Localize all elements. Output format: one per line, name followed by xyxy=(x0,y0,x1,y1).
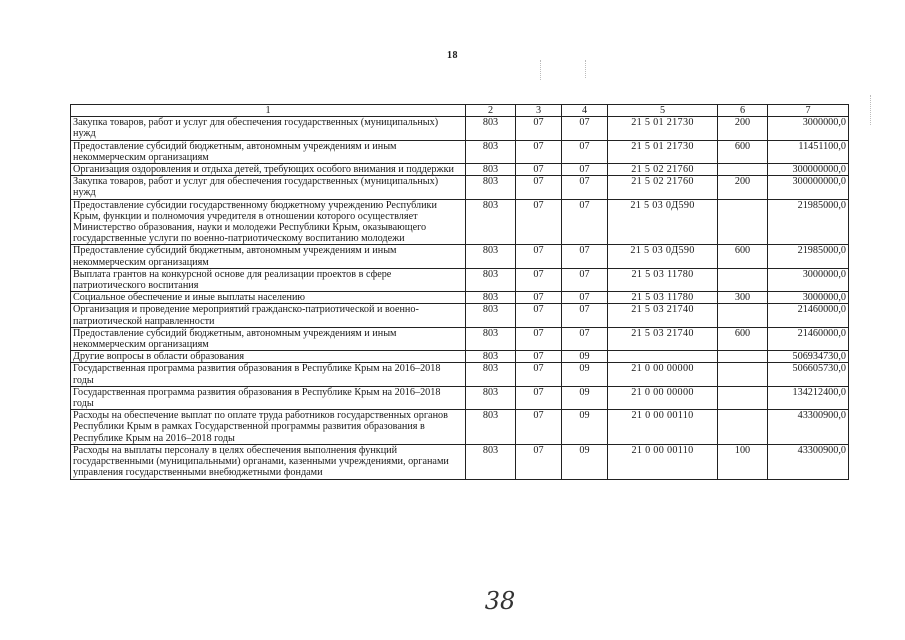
row-name-cell: Другие вопросы в области образования xyxy=(71,351,466,363)
amount-cell: 3000000,0 xyxy=(768,268,849,291)
ministry-code-cell: 803 xyxy=(466,199,516,245)
subsection-code-cell: 07 xyxy=(562,268,608,291)
table-row xyxy=(71,268,849,291)
amount-cell: 3000000,0 xyxy=(768,117,849,140)
target-article-cell: 21 5 01 21730 xyxy=(608,140,718,163)
ministry-code-cell: 803 xyxy=(466,363,516,386)
section-code-cell: 07 xyxy=(516,410,562,445)
subsection-code-cell: 09 xyxy=(562,363,608,386)
amount-cell: 21460000,0 xyxy=(768,327,849,350)
subsection-code-cell: 07 xyxy=(562,117,608,140)
expense-type-cell: 300 xyxy=(718,292,768,304)
ministry-code-cell: 803 xyxy=(466,327,516,350)
amount-cell: 506605730,0 xyxy=(768,363,849,386)
expense-type-cell: 600 xyxy=(718,327,768,350)
row-name-cell: Организация оздоровления и отдыха детей, требующих особого внимания и поддержки xyxy=(71,164,466,176)
expense-type-cell: 600 xyxy=(718,140,768,163)
table-row xyxy=(71,363,849,386)
table-row xyxy=(71,444,849,479)
page-number: 18 xyxy=(447,50,458,61)
ministry-code-cell: 803 xyxy=(466,410,516,445)
section-code-cell: 07 xyxy=(516,327,562,350)
amount-cell: 11451100,0 xyxy=(768,140,849,163)
section-code-cell: 07 xyxy=(516,363,562,386)
column-header: 3 xyxy=(516,105,562,117)
section-code-cell: 07 xyxy=(516,304,562,327)
ministry-code-cell: 803 xyxy=(466,176,516,199)
subsection-code-cell: 07 xyxy=(562,199,608,245)
section-code-cell: 07 xyxy=(516,444,562,479)
row-name-cell: Организация и проведение мероприятий гражданско-патриотической и военно-патриотической направленности xyxy=(71,304,466,327)
subsection-code-cell: 07 xyxy=(562,327,608,350)
row-name-cell: Государственная программа развития образования в Республике Крым на 2016–2018 годы xyxy=(71,363,466,386)
ministry-code-cell: 803 xyxy=(466,268,516,291)
ministry-code-cell: 803 xyxy=(466,164,516,176)
section-code-cell: 07 xyxy=(516,351,562,363)
table-row xyxy=(71,245,849,268)
table-row xyxy=(71,140,849,163)
subsection-code-cell: 07 xyxy=(562,304,608,327)
target-article-cell: 21 5 03 11780 xyxy=(608,268,718,291)
amount-cell: 300000000,0 xyxy=(768,164,849,176)
expense-type-cell xyxy=(718,351,768,363)
subsection-code-cell: 09 xyxy=(562,444,608,479)
row-name-cell: Расходы на обеспечение выплат по оплате труда работников государственных органов Республики Крым в рамках Государственной программы развития образования в Республике Крым на 2016–2018 годы xyxy=(71,410,466,445)
row-name-cell: Закупка товаров, работ и услуг для обеспечения государственных (муниципальных) нужд xyxy=(71,117,466,140)
expense-type-cell xyxy=(718,410,768,445)
ministry-code-cell: 803 xyxy=(466,351,516,363)
target-article-cell: 21 5 03 0Д590 xyxy=(608,245,718,268)
subsection-code-cell: 09 xyxy=(562,386,608,409)
table-row xyxy=(71,117,849,140)
target-article-cell: 21 5 02 21760 xyxy=(608,176,718,199)
table-row xyxy=(71,386,849,409)
expense-type-cell: 200 xyxy=(718,117,768,140)
column-header: 1 xyxy=(71,105,466,117)
amount-cell: 3000000,0 xyxy=(768,292,849,304)
subsection-code-cell: 09 xyxy=(562,351,608,363)
column-header: 2 xyxy=(466,105,516,117)
scan-artifact xyxy=(585,60,586,78)
target-article-cell: 21 5 03 11780 xyxy=(608,292,718,304)
row-name-cell: Выплата грантов на конкурсной основе для реализации проектов в сфере патриотического воспитания xyxy=(71,268,466,291)
row-name-cell: Предоставление субсидий бюджетным, автономным учреждениям и иным некоммерческим организациям xyxy=(71,245,466,268)
amount-cell: 21985000,0 xyxy=(768,199,849,245)
section-code-cell: 07 xyxy=(516,117,562,140)
target-article-cell: 21 5 02 21760 xyxy=(608,164,718,176)
amount-cell: 506934730,0 xyxy=(768,351,849,363)
column-header: 4 xyxy=(562,105,608,117)
target-article-cell: 21 0 00 00000 xyxy=(608,363,718,386)
row-name-cell: Предоставление субсидий бюджетным, автономным учреждениям и иным некоммерческим организациям xyxy=(71,327,466,350)
ministry-code-cell: 803 xyxy=(466,245,516,268)
subsection-code-cell: 09 xyxy=(562,410,608,445)
expense-type-cell xyxy=(718,386,768,409)
amount-cell: 43300900,0 xyxy=(768,444,849,479)
section-code-cell: 07 xyxy=(516,245,562,268)
target-article-cell: 21 0 00 00110 xyxy=(608,410,718,445)
section-code-cell: 07 xyxy=(516,164,562,176)
target-article-cell: 21 5 03 0Д590 xyxy=(608,199,718,245)
row-name-cell: Предоставление субсидий бюджетным, автономным учреждениям и иным некоммерческим организациям xyxy=(71,140,466,163)
amount-cell: 300000000,0 xyxy=(768,176,849,199)
scan-artifact xyxy=(870,95,871,125)
table-body xyxy=(71,117,849,479)
expense-type-cell xyxy=(718,363,768,386)
section-code-cell: 07 xyxy=(516,199,562,245)
table-row xyxy=(71,176,849,199)
subsection-code-cell: 07 xyxy=(562,164,608,176)
amount-cell: 134212400,0 xyxy=(768,386,849,409)
table-row xyxy=(71,164,849,176)
scan-artifact xyxy=(540,60,541,80)
target-article-cell: 21 5 01 21730 xyxy=(608,117,718,140)
amount-cell: 43300900,0 xyxy=(768,410,849,445)
expense-type-cell xyxy=(718,268,768,291)
handwritten-sheet-number: 38 xyxy=(484,587,516,615)
ministry-code-cell: 803 xyxy=(466,292,516,304)
subsection-code-cell: 07 xyxy=(562,176,608,199)
section-code-cell: 07 xyxy=(516,292,562,304)
amount-cell: 21460000,0 xyxy=(768,304,849,327)
row-name-cell: Социальное обеспечение и иные выплаты населению xyxy=(71,292,466,304)
expense-type-cell: 100 xyxy=(718,444,768,479)
section-code-cell: 07 xyxy=(516,268,562,291)
column-header: 7 xyxy=(768,105,849,117)
subsection-code-cell: 07 xyxy=(562,292,608,304)
table-row xyxy=(71,292,849,304)
expense-type-cell: 600 xyxy=(718,245,768,268)
table-row xyxy=(71,327,849,350)
column-header: 5 xyxy=(608,105,718,117)
section-code-cell: 07 xyxy=(516,176,562,199)
ministry-code-cell: 803 xyxy=(466,117,516,140)
table-header-row xyxy=(71,105,849,117)
ministry-code-cell: 803 xyxy=(466,140,516,163)
table-row xyxy=(71,410,849,445)
table-row xyxy=(71,304,849,327)
expense-type-cell xyxy=(718,164,768,176)
row-name-cell: Предоставление субсидии государственному бюджетному учреждению Республики Крым, функции и полномочия учредителя в отношении которого осуществляет Министерство образования, науки и молодежи Республики Крым, оказывающего государственные услуги по военно-патриотическому воспитанию молодежи xyxy=(71,199,466,245)
budget-table xyxy=(70,104,849,480)
row-name-cell: Государственная программа развития образования в Республике Крым на 2016–2018 годы xyxy=(71,386,466,409)
section-code-cell: 07 xyxy=(516,140,562,163)
target-article-cell: 21 5 03 21740 xyxy=(608,304,718,327)
section-code-cell: 07 xyxy=(516,386,562,409)
target-article-cell: 21 5 03 21740 xyxy=(608,327,718,350)
expense-type-cell: 200 xyxy=(718,176,768,199)
row-name-cell: Расходы на выплаты персоналу в целях обеспечения выполнения функций государственными (муниципальными) органами, казенными учреждениями, органами управления государственными внебюджетными фондами xyxy=(71,444,466,479)
column-header: 6 xyxy=(718,105,768,117)
target-article-cell xyxy=(608,351,718,363)
subsection-code-cell: 07 xyxy=(562,245,608,268)
ministry-code-cell: 803 xyxy=(466,386,516,409)
table-row xyxy=(71,351,849,363)
ministry-code-cell: 803 xyxy=(466,444,516,479)
expense-type-cell xyxy=(718,199,768,245)
row-name-cell: Закупка товаров, работ и услуг для обеспечения государственных (муниципальных) нужд xyxy=(71,176,466,199)
amount-cell: 21985000,0 xyxy=(768,245,849,268)
subsection-code-cell: 07 xyxy=(562,140,608,163)
table-row xyxy=(71,199,849,245)
target-article-cell: 21 0 00 00000 xyxy=(608,386,718,409)
expense-type-cell xyxy=(718,304,768,327)
target-article-cell: 21 0 00 00110 xyxy=(608,444,718,479)
ministry-code-cell: 803 xyxy=(466,304,516,327)
